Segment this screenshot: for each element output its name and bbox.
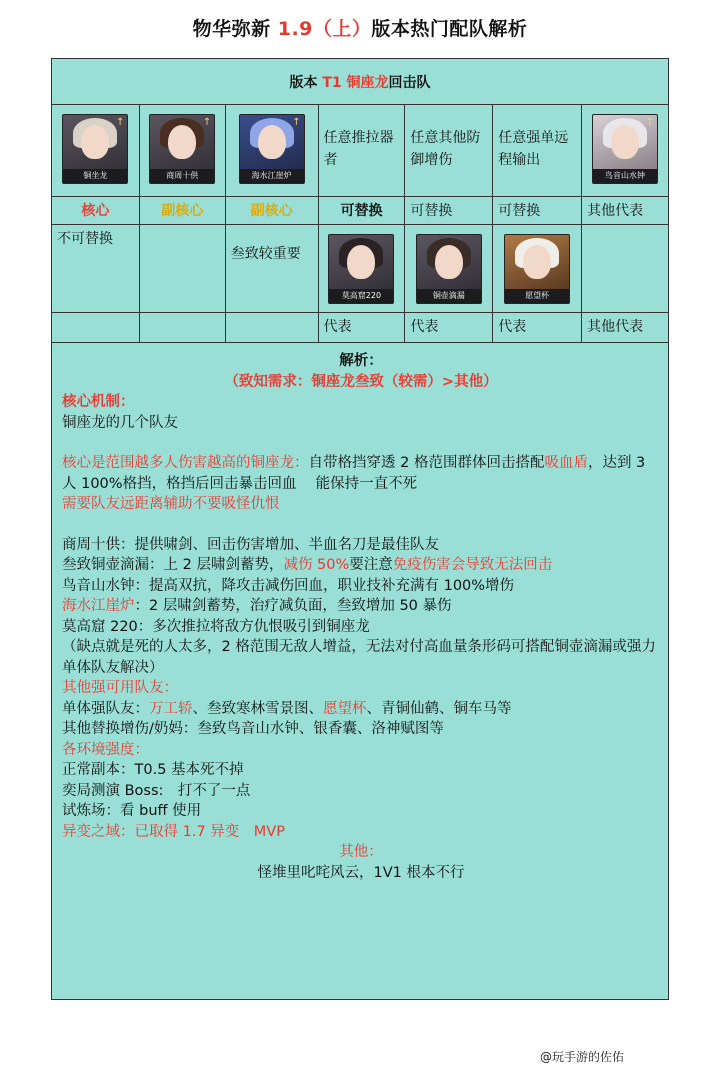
role-other-rep: 其他代表 bbox=[582, 197, 669, 225]
empty-cell bbox=[582, 225, 669, 313]
page-title bbox=[0, 14, 720, 41]
team-table bbox=[51, 58, 669, 343]
rep-label: 代表 bbox=[493, 313, 582, 343]
misc-label: 其他： bbox=[339, 844, 383, 860]
portrait-caption: 莫高窟220 bbox=[329, 289, 393, 303]
core-text-2: ，达到 3 人 100%格挡，格挡后回击暴击回血 能保持一直不死 bbox=[62, 455, 646, 492]
line-shangzhou: 商周十供：提供啸剑、回击伤害增加、半血名刀是最佳队友 bbox=[62, 536, 439, 553]
slot-cell bbox=[318, 225, 405, 313]
role-subcore: 副核心 bbox=[225, 197, 318, 225]
slot-cell bbox=[405, 225, 493, 313]
irreplaceable-note: 不可替换 bbox=[52, 225, 140, 313]
team-header-prefix: 版本 bbox=[289, 74, 323, 91]
core-paragraph bbox=[62, 453, 660, 494]
portrait-caption: 鸟音山水钟 bbox=[593, 169, 657, 183]
env-boss: 奕局测演 Boss: 打不了一点 bbox=[62, 782, 251, 799]
core-warning: 需要队友远距离辅助不要吸怪仇恨 bbox=[62, 496, 280, 512]
portrait-copper-dragon[interactable]: ↑ 铜坐龙 bbox=[62, 114, 128, 184]
portrait-caption: 铜坐龙 bbox=[63, 169, 127, 183]
haishui-text: ：2 层啸剑蓄势，治疗减负面，叁致增加 50 暴伤 bbox=[134, 598, 452, 614]
env-strength-label: 各环境强度： bbox=[62, 741, 149, 758]
sanzhi-note: 叁致较重要 bbox=[225, 225, 318, 313]
core-mechanism-text: 铜座龙的几个队友 bbox=[62, 414, 178, 431]
portrait-mogao[interactable] bbox=[328, 234, 394, 304]
empty-cell bbox=[52, 313, 140, 343]
portrait-caption: 商周十供 bbox=[150, 169, 214, 183]
portrait-caption: 铜壶滴漏 bbox=[417, 289, 481, 303]
slot-cell bbox=[139, 105, 225, 197]
portrait-niaoyin[interactable]: ↑ 鸟音山水钟 bbox=[592, 114, 658, 184]
portrait-caption: 海水江崖炉 bbox=[240, 169, 304, 183]
misc-text: 怪堆里叱咤风云，1V1 根本不行 bbox=[257, 864, 465, 881]
haishui-name: 海水江崖炉 bbox=[62, 598, 135, 614]
role-replaceable: 可替换 bbox=[318, 197, 405, 225]
team-header-suffix: 回击队 bbox=[388, 74, 431, 91]
slot-cell bbox=[582, 105, 669, 197]
core-highlight-shield: 吸血盾 bbox=[544, 455, 588, 471]
slot-cell bbox=[225, 105, 318, 197]
tonghu-text-2: 要注意 bbox=[349, 557, 393, 573]
role-replaceable: 可替换 bbox=[493, 197, 582, 225]
analysis-heading: 解析： bbox=[339, 353, 383, 369]
slot-any-defense: 任意其他防御增伤 bbox=[405, 105, 493, 197]
slot-any-ranged: 任意强单远程输出 bbox=[493, 105, 582, 197]
analysis-requirement: （致知需求：铜座龙叁致（较需）>其他） bbox=[224, 373, 498, 390]
line-niaoyin: 鸟音山水钟：提高双抗，降攻击减伤回血，职业技补充满有 100%增伤 bbox=[62, 577, 515, 594]
tonghu-highlight-2: 免疫伤害会导致无法回击 bbox=[392, 557, 553, 573]
empty-cell bbox=[225, 313, 318, 343]
env-trial: 试炼场：看 buff 使用 bbox=[62, 803, 202, 819]
role-replaceable: 可替换 bbox=[405, 197, 493, 225]
title-prefix: 物华弥新 bbox=[192, 18, 278, 40]
tonghu-highlight: 减伤 50% bbox=[283, 557, 350, 573]
line-replacements: 其他替换增伤/奶妈：叁致鸟音山水钟、银香囊、洛神赋图等 bbox=[62, 721, 444, 737]
team-panel bbox=[51, 58, 669, 1000]
role-core: 核心 bbox=[52, 197, 140, 225]
portrait-shangzhou[interactable]: ↑ 商周十供 bbox=[149, 114, 215, 184]
portrait-haishui[interactable]: ↑ 海水江崖炉 bbox=[239, 114, 305, 184]
single-label: 单体强队友： bbox=[62, 700, 149, 717]
rep-label: 代表 bbox=[405, 313, 493, 343]
line-drawback: （缺点就是死的人太多，2 格范围无敌人增益，无法对付高血量条形码可搭配铜壶滴漏或强力单体队友解决） bbox=[62, 639, 656, 676]
analysis-section bbox=[52, 351, 670, 883]
portrait-yuanwang[interactable] bbox=[504, 234, 570, 304]
slot-cell bbox=[493, 225, 582, 313]
title-suffix: 版本热门配队解析 bbox=[371, 18, 528, 40]
team-header-highlight: T1 铜座龙 bbox=[322, 74, 389, 91]
core-text: 自带格挡穿透 2 格范围群体回击搭配 bbox=[308, 455, 545, 471]
line-mogao: 莫高窟 220：多次推拉将敌方仇恨吸引到铜座龙 bbox=[62, 618, 370, 635]
empty-cell bbox=[139, 225, 225, 313]
empty-cell bbox=[139, 313, 225, 343]
portrait-caption: 愿望杯 bbox=[505, 289, 569, 303]
slot-cell bbox=[52, 105, 140, 197]
portrait-tonghu[interactable] bbox=[416, 234, 482, 304]
env-anomaly: 异变之域：已取得 1.7 异变 MVP bbox=[62, 823, 285, 840]
title-version: 1.9（上） bbox=[277, 18, 372, 40]
rep-label: 代表 bbox=[318, 313, 405, 343]
other-rep-label: 其他代表 bbox=[582, 313, 669, 343]
role-subcore: 副核心 bbox=[139, 197, 225, 225]
line-haishui bbox=[62, 596, 660, 617]
single-text-2: 、青铜仙鹤、铜车马等 bbox=[366, 700, 512, 717]
core-highlight: 核心是范围越多人伤害越高的铜座龙： bbox=[62, 455, 309, 471]
single-text: 、叁致寒林雪景图、 bbox=[192, 700, 323, 717]
team-header bbox=[52, 59, 669, 105]
tonghu-text: 叁致铜壶滴漏：上 2 层啸剑蓄势， bbox=[62, 557, 284, 573]
line-single-target bbox=[62, 699, 660, 720]
single-highlight-2: 愿望杯 bbox=[323, 700, 367, 717]
core-mechanism-label: 核心机制： bbox=[62, 394, 135, 410]
line-tonghu bbox=[62, 555, 660, 576]
env-normal: 正常副本：T0.5 基本死不掉 bbox=[62, 762, 244, 778]
single-highlight: 万工轿 bbox=[149, 700, 193, 717]
slot-any-pusher: 任意推拉器者 bbox=[318, 105, 405, 197]
other-teammates-label: 其他强可用队友： bbox=[62, 680, 178, 696]
watermark: @玩手游的佐佑 bbox=[540, 1050, 625, 1064]
